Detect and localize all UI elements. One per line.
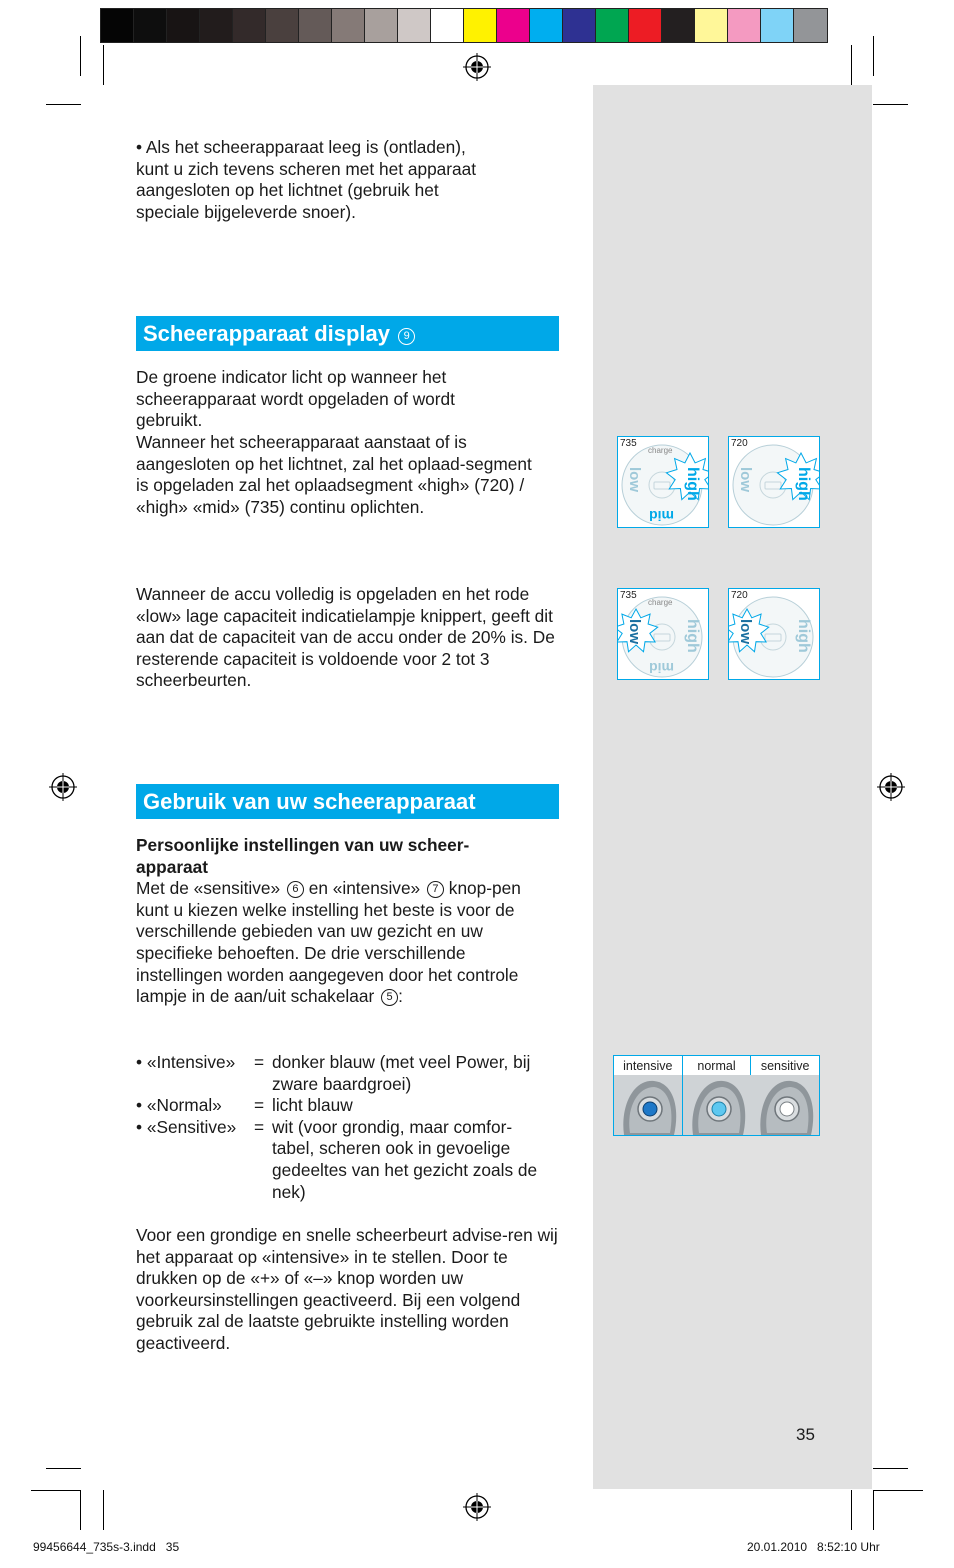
page-number: 35: [796, 1425, 815, 1444]
color-swatch: [299, 9, 332, 42]
list-item: • «Intensive» = donker blauw (met veel Power, bij zware baardgroei): [136, 1052, 531, 1094]
color-swatch: [332, 9, 365, 42]
color-swatch: [761, 9, 794, 42]
sidebar-column: [593, 85, 872, 1489]
crop-mark: [103, 1490, 104, 1530]
low-label: low: [737, 619, 754, 644]
switch-led-icon: [683, 1075, 751, 1135]
high-label: high: [795, 467, 812, 501]
settings-list: [136, 1052, 556, 1203]
crop-mark: [80, 36, 81, 76]
model-number: 720: [731, 590, 748, 601]
section-title: Gebruik van uw scheerapparaat: [143, 789, 476, 814]
paragraph: Wanneer de accu volledig is opgeladen en het rode «low» lage capaciteit indicatielampje knippert, geeft dit aan dat de capaciteit van de accu onder de 20% is. De resterende capaciteit is voldoende voor 2 tot 3 scheerbeurten.: [136, 584, 555, 691]
list-item: • «Normal» = licht blauw: [136, 1095, 353, 1116]
display-figure: [617, 588, 709, 680]
color-swatch: [464, 9, 497, 42]
high-label: high: [684, 619, 701, 653]
reference-number: 9: [398, 328, 415, 345]
paragraph: Voor een grondige en snelle scheerbeurt advise-ren wij het apparaat op «intensive» in te stellen. Door te drukken op de «+» of «–» knop worden uw voorkeursinstellingen geactiveerd. Bij een volgend gebruik zal de laatste gebruikte instelling worden geactiveerd.: [136, 1225, 558, 1353]
crop-mark: [873, 104, 908, 105]
mid-label: mid: [649, 508, 674, 524]
reference-number: 7: [427, 881, 444, 898]
list-item: • «Sensitive» = wit (voor grondig, maar comfor-tabel, scheren ook in gevoelige gedeeltes van het gezicht zoals de nek): [136, 1116, 538, 1202]
mode-normal: normal: [683, 1056, 752, 1135]
display-figure: [728, 436, 820, 528]
crop-mark: [873, 1490, 874, 1530]
battery-display-icon: [618, 437, 708, 527]
crop-mark: [851, 1490, 852, 1530]
intro-bullet: • Als het scheerapparaat leeg is (ontladen), kunt u zich tevens scheren met het apparaat aangesloten op het lichtnet (gebruik het speciale bijgeleverde snoer).: [136, 137, 477, 222]
model-number: 735: [620, 438, 637, 449]
switch-led-icon: [614, 1075, 682, 1135]
color-swatch: [695, 9, 728, 42]
mode-sensitive: sensitive: [751, 1056, 819, 1135]
model-number: 720: [731, 438, 748, 449]
section-header-usage: [136, 784, 559, 819]
section-title: Scheerapparaat display: [143, 321, 391, 346]
mode-intensive: intensive: [614, 1056, 683, 1135]
color-swatch: [398, 9, 431, 42]
crop-mark: [31, 1490, 81, 1491]
color-swatch: [728, 9, 761, 42]
color-swatch: [233, 9, 266, 42]
color-swatch: [431, 9, 464, 42]
color-swatch: [365, 9, 398, 42]
section-header-display: [136, 316, 559, 351]
model-number: 735: [620, 590, 637, 601]
crop-mark: [46, 1468, 81, 1469]
switch-led-icon: [751, 1075, 819, 1135]
crop-mark: [103, 45, 104, 85]
low-label: low: [737, 467, 754, 492]
registration-mark-icon: [49, 773, 77, 801]
color-swatch: [497, 9, 530, 42]
subheading: Persoonlijke instellingen van uw scheer-apparaat: [136, 835, 470, 877]
high-label: high: [795, 619, 812, 653]
color-swatch: [662, 9, 695, 42]
color-swatch: [200, 9, 233, 42]
charge-label: charge: [648, 598, 673, 607]
crop-mark: [851, 45, 852, 85]
registration-mark-icon: [463, 53, 491, 81]
color-calibration-bar: [100, 8, 828, 43]
paragraph: De groene indicator licht op wanneer het scheerapparaat wordt opgeladen of wordt gebruikt.: [136, 367, 455, 431]
reference-number: 5: [381, 989, 398, 1006]
low-label: low: [626, 467, 643, 492]
color-swatch: [167, 9, 200, 42]
mode-selector-figure: [613, 1055, 820, 1136]
color-swatch: [101, 9, 134, 42]
color-swatch: [596, 9, 629, 42]
charge-label: charge: [648, 446, 673, 455]
battery-display-icon: [729, 589, 819, 679]
color-swatch: [266, 9, 299, 42]
battery-display-icon: [729, 437, 819, 527]
color-swatch: [134, 9, 167, 42]
registration-mark-icon: [463, 1493, 491, 1521]
footer-timestamp: 20.01.2010 8:52:10 Uhr: [747, 1540, 880, 1554]
color-swatch: [563, 9, 596, 42]
color-swatch: [530, 9, 563, 42]
battery-display-icon: [618, 589, 708, 679]
footer-file-info: 99456644_735s-3.indd 35: [33, 1540, 180, 1554]
paragraph: Wanneer het scheerapparaat aanstaat of is aangesloten op het lichtnet, zal het oplaad-segment is opgeladen zal het oplaadsegment «high» (720) / «high» «mid» (735) continu oplichten.: [136, 432, 532, 517]
crop-mark: [873, 1468, 908, 1469]
crop-mark: [80, 1490, 81, 1530]
paragraph: Met de «sensitive» 6 en «intensive» 7 knop-pen kunt u kiezen welke instelling het beste is voor de verschillende gebieden van uw gezicht en uw specifieke behoeften. De drie verschillende instellingen worden aangegeven door het controle lampje in de aan/uit schakelaar 5 :: [136, 878, 521, 1007]
color-swatch: [629, 9, 662, 42]
crop-mark: [873, 36, 874, 76]
color-swatch: [794, 9, 827, 42]
crop-mark: [46, 104, 81, 105]
display-figure: [728, 588, 820, 680]
high-label: high: [684, 467, 701, 501]
registration-mark-icon: [877, 773, 905, 801]
usage-intro: [136, 835, 556, 1008]
reference-number: 6: [287, 881, 304, 898]
low-label: low: [626, 619, 643, 644]
mid-label: mid: [649, 660, 674, 676]
display-figure: [617, 436, 709, 528]
crop-mark: [873, 1490, 923, 1491]
